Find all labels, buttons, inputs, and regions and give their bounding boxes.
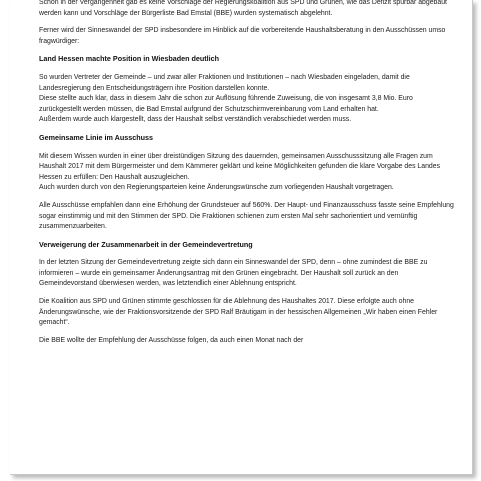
- paragraph: So wurden Vertreter der Gemeinde – und zwar aller Fraktionen und Institutionen – nach Wiesbaden eingeladen, damit die Landesregierung den Entscheidungsträgern ihre Position darstellen konnte. Diese stellte auch klar, dass in diesem Jahr die schon zur Auflösung führende Zuweisung, die von insgesamt 3,8 Mio. Euro zurückgestellt werden müssen, die Bad Emstal aufgrund der Schutzschirmvereinbarung vom Land erhalten hat. Außerdem wurde auch klargestellt, dass der Haushalt selbst verständlich verabschiedet werden muss.: [39, 73, 413, 124]
- document-body: [39, 0, 455, 353]
- paragraph: In der letzten Sitzung der Gemeindevertretung zeigte sich dann ein Sinneswandel der SPD, denn – ohne zumindest die BBE zu informieren – wurde ein gemeinsamer Änderungsantrag mit den Grünen eingebracht. Der Haushalt soll zurück an den Gemeindevorstand überwiesen werden, was letztendlich einer Ablehnung entspricht.: [39, 259, 428, 288]
- paragraph: Alle Ausschüsse empfahlen dann eine Erhöhung der Grundsteuer auf 560%. Der Haupt- und Finanzausschuss fasste seine Empfehlung sogar einstimmig und mit den Stimmen der SPD. Die Fraktionen schienen zum ersten Mal sehr sachorientiert und vernünftig zusammenzuarbeiten.: [39, 201, 454, 231]
- paragraph: Die BBE wollte der Empfehlung der Ausschüsse folgen, da auch einen Monat nach der: [39, 336, 304, 344]
- section-heading: Land Hessen machte Position in Wiesbaden deutlich: [39, 54, 220, 64]
- section-heading: Verweigerung der Zusammenarbeit in der Gemeindevertretung: [39, 239, 253, 249]
- section-heading: Gemeinsame Linie im Ausschuss: [39, 132, 153, 142]
- paragraph: Schon in der Vergangenheit gab es keine Vorschläge der Regierungskoalition aus SPD und Grünen, wie das Defizit spürbar abgebaut werden kann und Vorschläge der Bürgerliste Bad Emstal (BBE) wurden systematisch abgelehnt.: [39, 0, 447, 17]
- paragraph: Ferner wird der Sinneswandel der SPD insbesondere im Hinblick auf die vorbereitende Haushaltsberatung in den Ausschüssen umso fragwürdiger:: [39, 27, 446, 45]
- paragraph: Mit diesem Wissen wurden in einer über dreistündigen Sitzung des dauernden, gemeinsamen Ausschusssitzung alle Fragen zum Haushalt 2017 mit dem Bürgermeister und dem Kämmerer geklärt und keine Möglichkeiten gefunden die klare Vorgabe des Landes Hessen zu erfüllen: Den Haushalt auszugleichen. Auch wurden durch von den Regierungsparteien keine Änderungswünsche zum vorliegenden Haushalt vorgetragen.: [39, 152, 441, 192]
- paragraph: Die Koalition aus SPD und Grünen stimmte geschlossen für die Ablehnung des Haushaltes 2017. Diese erfolgte auch ohne Änderungswünsche, wie der Fraktionsvorsitzende der SPD Ralf Bräutigam in der hessischen Allgemeinen „Wir haben einen Fehler gemacht“.: [39, 298, 438, 327]
- document-page: [10, 0, 473, 475]
